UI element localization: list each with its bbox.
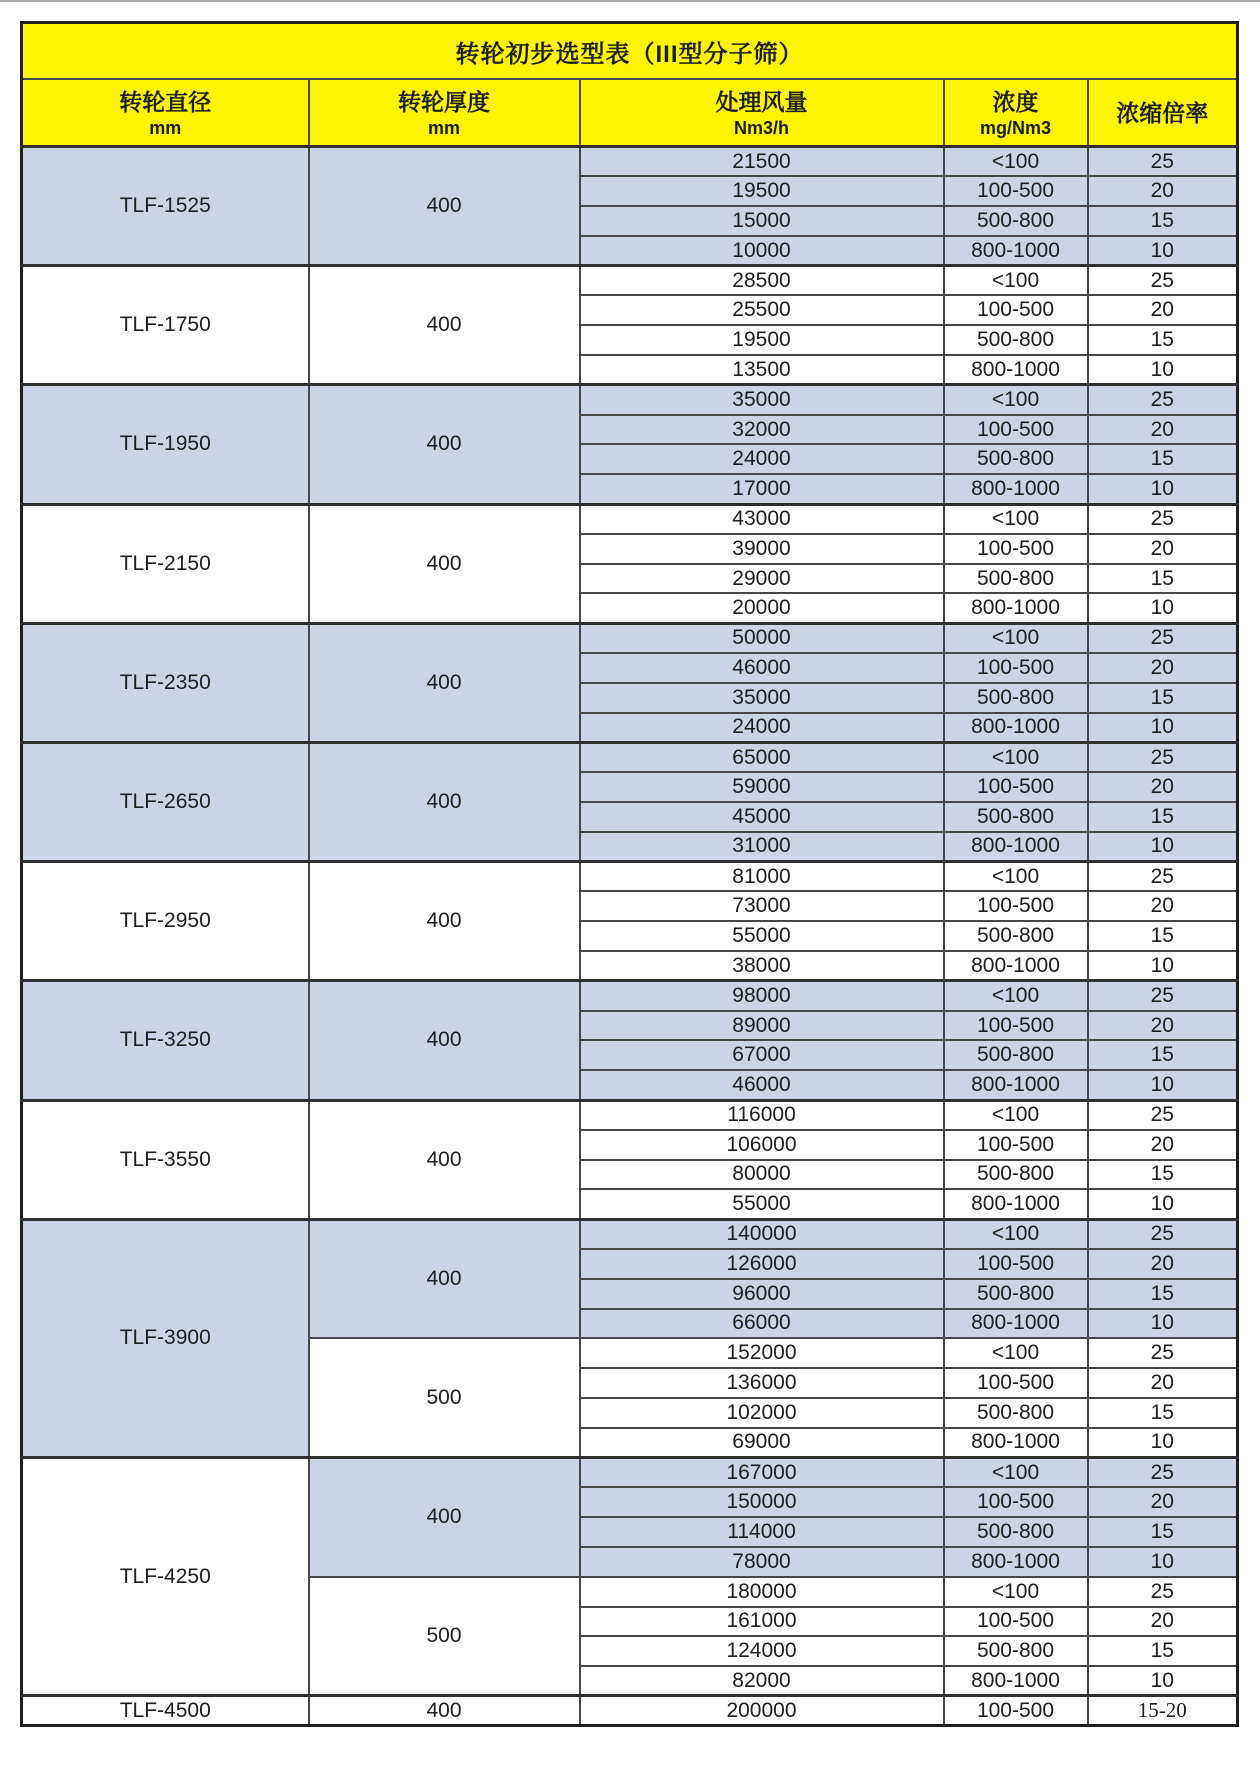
airflow-cell: 25500 [580, 295, 944, 325]
concentration-cell: <100 [944, 147, 1088, 177]
concentration-cell: 500-800 [944, 564, 1088, 594]
ratio-cell: 25 [1088, 385, 1238, 415]
thickness-cell: 500 [309, 1577, 580, 1696]
airflow-cell: 46000 [580, 653, 944, 683]
airflow-cell: 59000 [580, 772, 944, 802]
model-cell: TLF-1525 [22, 147, 309, 266]
airflow-cell: 55000 [580, 1189, 944, 1219]
concentration-cell: <100 [944, 1458, 1088, 1488]
col-header-airflow-label: 处理风量 [715, 88, 808, 115]
thickness-cell: 400 [309, 147, 580, 266]
ratio-cell: 10 [1088, 1309, 1238, 1339]
concentration-cell: 800-1000 [944, 832, 1088, 862]
table-row [22, 1696, 1238, 1726]
concentration-cell: 800-1000 [944, 474, 1088, 504]
ratio-cell: 25 [1088, 1338, 1238, 1368]
ratio-cell: 15 [1088, 564, 1238, 594]
airflow-cell: 31000 [580, 832, 944, 862]
ratio-cell: 25 [1088, 266, 1238, 296]
ratio-cell: 10 [1088, 1070, 1238, 1100]
airflow-cell: 116000 [580, 1100, 944, 1130]
concentration-cell: <100 [944, 266, 1088, 296]
ratio-cell: 20 [1088, 1368, 1238, 1398]
concentration-cell: 100-500 [944, 772, 1088, 802]
table-row [22, 742, 1238, 772]
ratio-cell: 20 [1088, 653, 1238, 683]
table-row [22, 147, 1238, 177]
concentration-cell: 800-1000 [944, 713, 1088, 743]
ratio-cell: 15-20 [1088, 1696, 1238, 1726]
col-header-airflow-unit: Nm3/h [733, 117, 789, 138]
airflow-cell: 96000 [580, 1279, 944, 1309]
airflow-cell: 180000 [580, 1577, 944, 1607]
ratio-cell: 20 [1088, 415, 1238, 445]
concentration-cell: 500-800 [944, 802, 1088, 832]
concentration-cell: 500-800 [944, 921, 1088, 951]
thickness-cell: 400 [309, 1458, 580, 1577]
col-header-ratio-label: 浓缩倍率 [1116, 99, 1209, 126]
concentration-cell: 100-500 [944, 295, 1088, 325]
selection-table-wrap [20, 21, 1239, 1727]
ratio-cell: 25 [1088, 862, 1238, 892]
col-header-thickness [309, 79, 580, 147]
model-cell: TLF-4250 [22, 1458, 309, 1696]
ratio-cell: 25 [1088, 147, 1238, 177]
airflow-cell: 124000 [580, 1636, 944, 1666]
airflow-cell: 55000 [580, 921, 944, 951]
airflow-cell: 38000 [580, 951, 944, 981]
concentration-cell: 500-800 [944, 1398, 1088, 1428]
concentration-cell: 800-1000 [944, 355, 1088, 385]
ratio-cell: 25 [1088, 1219, 1238, 1249]
concentration-cell: 100-500 [944, 891, 1088, 921]
scan-edge-strip [0, 0, 1260, 2]
model-cell: TLF-3250 [22, 981, 309, 1100]
col-header-diameter-unit: mm [149, 117, 182, 138]
concentration-cell: <100 [944, 1577, 1088, 1607]
thickness-cell: 400 [309, 862, 580, 981]
concentration-cell: 500-800 [944, 325, 1088, 355]
airflow-cell: 161000 [580, 1607, 944, 1637]
airflow-cell: 28500 [580, 266, 944, 296]
ratio-cell: 10 [1088, 236, 1238, 266]
ratio-cell: 10 [1088, 474, 1238, 504]
airflow-cell: 69000 [580, 1428, 944, 1458]
airflow-cell: 35000 [580, 683, 944, 713]
ratio-cell: 20 [1088, 891, 1238, 921]
concentration-cell: 800-1000 [944, 236, 1088, 266]
table-row [22, 1458, 1238, 1488]
thickness-cell: 400 [309, 1100, 580, 1219]
concentration-cell: <100 [944, 1338, 1088, 1368]
model-cell: TLF-2150 [22, 504, 309, 623]
airflow-cell: 29000 [580, 564, 944, 594]
airflow-cell: 24000 [580, 444, 944, 474]
thickness-cell: 500 [309, 1338, 580, 1457]
airflow-cell: 21500 [580, 147, 944, 177]
airflow-cell: 13500 [580, 355, 944, 385]
airflow-cell: 73000 [580, 891, 944, 921]
airflow-cell: 32000 [580, 415, 944, 445]
concentration-cell: 500-800 [944, 206, 1088, 236]
concentration-cell: 100-500 [944, 1011, 1088, 1041]
airflow-cell: 140000 [580, 1219, 944, 1249]
airflow-cell: 78000 [580, 1547, 944, 1577]
airflow-cell: 89000 [580, 1011, 944, 1041]
concentration-cell: 800-1000 [944, 1547, 1088, 1577]
concentration-cell: 500-800 [944, 1040, 1088, 1070]
airflow-cell: 15000 [580, 206, 944, 236]
thickness-cell: 400 [309, 1219, 580, 1338]
ratio-cell: 20 [1088, 1249, 1238, 1279]
airflow-cell: 19500 [580, 176, 944, 206]
col-header-diameter-label: 转轮直径 [119, 88, 212, 115]
table-row [22, 981, 1238, 1011]
model-cell: TLF-2950 [22, 862, 309, 981]
airflow-cell: 66000 [580, 1309, 944, 1339]
concentration-cell: 100-500 [944, 534, 1088, 564]
concentration-cell: <100 [944, 981, 1088, 1011]
ratio-cell: 15 [1088, 1279, 1238, 1309]
airflow-cell: 24000 [580, 713, 944, 743]
ratio-cell: 15 [1088, 1517, 1238, 1547]
col-header-airflow [580, 79, 944, 147]
ratio-cell: 15 [1088, 1040, 1238, 1070]
ratio-cell: 10 [1088, 1547, 1238, 1577]
table-row [22, 1100, 1238, 1130]
concentration-cell: 100-500 [944, 176, 1088, 206]
table-body [22, 147, 1238, 1726]
ratio-cell: 15 [1088, 444, 1238, 474]
airflow-cell: 136000 [580, 1368, 944, 1398]
ratio-cell: 25 [1088, 981, 1238, 1011]
ratio-cell: 25 [1088, 1458, 1238, 1488]
ratio-cell: 20 [1088, 1607, 1238, 1637]
concentration-cell: 800-1000 [944, 1189, 1088, 1219]
airflow-cell: 167000 [580, 1458, 944, 1488]
ratio-cell: 15 [1088, 802, 1238, 832]
thickness-cell: 400 [309, 981, 580, 1100]
concentration-cell: 100-500 [944, 653, 1088, 683]
ratio-cell: 15 [1088, 206, 1238, 236]
ratio-cell: 15 [1088, 325, 1238, 355]
airflow-cell: 35000 [580, 385, 944, 415]
ratio-cell: 15 [1088, 921, 1238, 951]
concentration-cell: 100-500 [944, 1607, 1088, 1637]
model-cell: TLF-3550 [22, 1100, 309, 1219]
airflow-cell: 46000 [580, 1070, 944, 1100]
airflow-cell: 126000 [580, 1249, 944, 1279]
airflow-cell: 20000 [580, 593, 944, 623]
thickness-cell: 400 [309, 504, 580, 623]
model-cell: TLF-4500 [22, 1696, 309, 1726]
concentration-cell: 500-800 [944, 1636, 1088, 1666]
ratio-cell: 10 [1088, 713, 1238, 743]
ratio-cell: 10 [1088, 355, 1238, 385]
ratio-cell: 20 [1088, 1011, 1238, 1041]
airflow-cell: 114000 [580, 1517, 944, 1547]
airflow-cell: 65000 [580, 742, 944, 772]
table-row [22, 504, 1238, 534]
ratio-cell: 25 [1088, 1577, 1238, 1607]
ratio-cell: 25 [1088, 504, 1238, 534]
concentration-cell: 800-1000 [944, 951, 1088, 981]
thickness-cell: 400 [309, 266, 580, 385]
ratio-cell: 20 [1088, 534, 1238, 564]
concentration-cell: <100 [944, 1219, 1088, 1249]
ratio-cell: 15 [1088, 1398, 1238, 1428]
model-cell: TLF-3900 [22, 1219, 309, 1457]
airflow-cell: 102000 [580, 1398, 944, 1428]
concentration-cell: 500-800 [944, 1160, 1088, 1190]
concentration-cell: 800-1000 [944, 593, 1088, 623]
col-header-concentration-label: 浓度 [992, 88, 1039, 115]
ratio-cell: 15 [1088, 683, 1238, 713]
concentration-cell: 100-500 [944, 1130, 1088, 1160]
table-row [22, 1219, 1238, 1249]
ratio-cell: 10 [1088, 832, 1238, 862]
col-header-concentration-unit: mg/Nm3 [979, 117, 1051, 138]
table-row [22, 266, 1238, 296]
concentration-cell: 100-500 [944, 1368, 1088, 1398]
model-cell: TLF-2650 [22, 742, 309, 861]
airflow-cell: 19500 [580, 325, 944, 355]
ratio-cell: 15 [1088, 1636, 1238, 1666]
concentration-cell: 800-1000 [944, 1666, 1088, 1696]
airflow-cell: 106000 [580, 1130, 944, 1160]
ratio-cell: 10 [1088, 1428, 1238, 1458]
concentration-cell: 500-800 [944, 683, 1088, 713]
concentration-cell: <100 [944, 742, 1088, 772]
ratio-cell: 25 [1088, 623, 1238, 653]
table-title: 转轮初步选型表（III型分子筛） [22, 23, 1238, 80]
ratio-cell: 20 [1088, 772, 1238, 802]
model-cell: TLF-2350 [22, 623, 309, 742]
airflow-cell: 81000 [580, 862, 944, 892]
thickness-cell: 400 [309, 385, 580, 504]
concentration-cell: 100-500 [944, 1249, 1088, 1279]
table-row [22, 623, 1238, 653]
selection-table [20, 21, 1239, 1727]
ratio-cell: 20 [1088, 295, 1238, 325]
thickness-cell: 400 [309, 742, 580, 861]
airflow-cell: 152000 [580, 1338, 944, 1368]
concentration-cell: 100-500 [944, 415, 1088, 445]
concentration-cell: <100 [944, 385, 1088, 415]
concentration-cell: <100 [944, 623, 1088, 653]
col-header-thickness-unit: mm [427, 117, 460, 138]
ratio-cell: 10 [1088, 1189, 1238, 1219]
ratio-cell: 20 [1088, 176, 1238, 206]
header-row [22, 79, 1238, 147]
col-header-thickness-label: 转轮厚度 [398, 88, 490, 115]
concentration-cell: <100 [944, 504, 1088, 534]
model-cell: TLF-1750 [22, 266, 309, 385]
ratio-cell: 25 [1088, 742, 1238, 772]
concentration-cell: 500-800 [944, 1279, 1088, 1309]
title-row [22, 23, 1238, 80]
concentration-cell: 800-1000 [944, 1070, 1088, 1100]
concentration-cell: 500-800 [944, 1517, 1088, 1547]
col-header-concentration [944, 79, 1088, 147]
airflow-cell: 82000 [580, 1666, 944, 1696]
airflow-cell: 45000 [580, 802, 944, 832]
airflow-cell: 10000 [580, 236, 944, 266]
airflow-cell: 17000 [580, 474, 944, 504]
airflow-cell: 200000 [580, 1696, 944, 1726]
airflow-cell: 80000 [580, 1160, 944, 1190]
ratio-cell: 20 [1088, 1130, 1238, 1160]
table-row [22, 862, 1238, 892]
thickness-cell: 400 [309, 1696, 580, 1726]
ratio-cell: 10 [1088, 593, 1238, 623]
ratio-cell: 10 [1088, 1666, 1238, 1696]
ratio-cell: 10 [1088, 951, 1238, 981]
concentration-cell: 100-500 [944, 1696, 1088, 1726]
ratio-cell: 25 [1088, 1100, 1238, 1130]
airflow-cell: 43000 [580, 504, 944, 534]
airflow-cell: 98000 [580, 981, 944, 1011]
ratio-cell: 20 [1088, 1487, 1238, 1517]
concentration-cell: 500-800 [944, 444, 1088, 474]
col-header-ratio [1088, 79, 1238, 147]
table-row [22, 385, 1238, 415]
airflow-cell: 67000 [580, 1040, 944, 1070]
col-header-diameter [22, 79, 309, 147]
concentration-cell: <100 [944, 1100, 1088, 1130]
ratio-cell: 15 [1088, 1160, 1238, 1190]
concentration-cell: 800-1000 [944, 1309, 1088, 1339]
concentration-cell: <100 [944, 862, 1088, 892]
thickness-cell: 400 [309, 623, 580, 742]
airflow-cell: 39000 [580, 534, 944, 564]
model-cell: TLF-1950 [22, 385, 309, 504]
concentration-cell: 800-1000 [944, 1428, 1088, 1458]
table-head [22, 23, 1238, 147]
airflow-cell: 150000 [580, 1487, 944, 1517]
airflow-cell: 50000 [580, 623, 944, 653]
concentration-cell: 100-500 [944, 1487, 1088, 1517]
